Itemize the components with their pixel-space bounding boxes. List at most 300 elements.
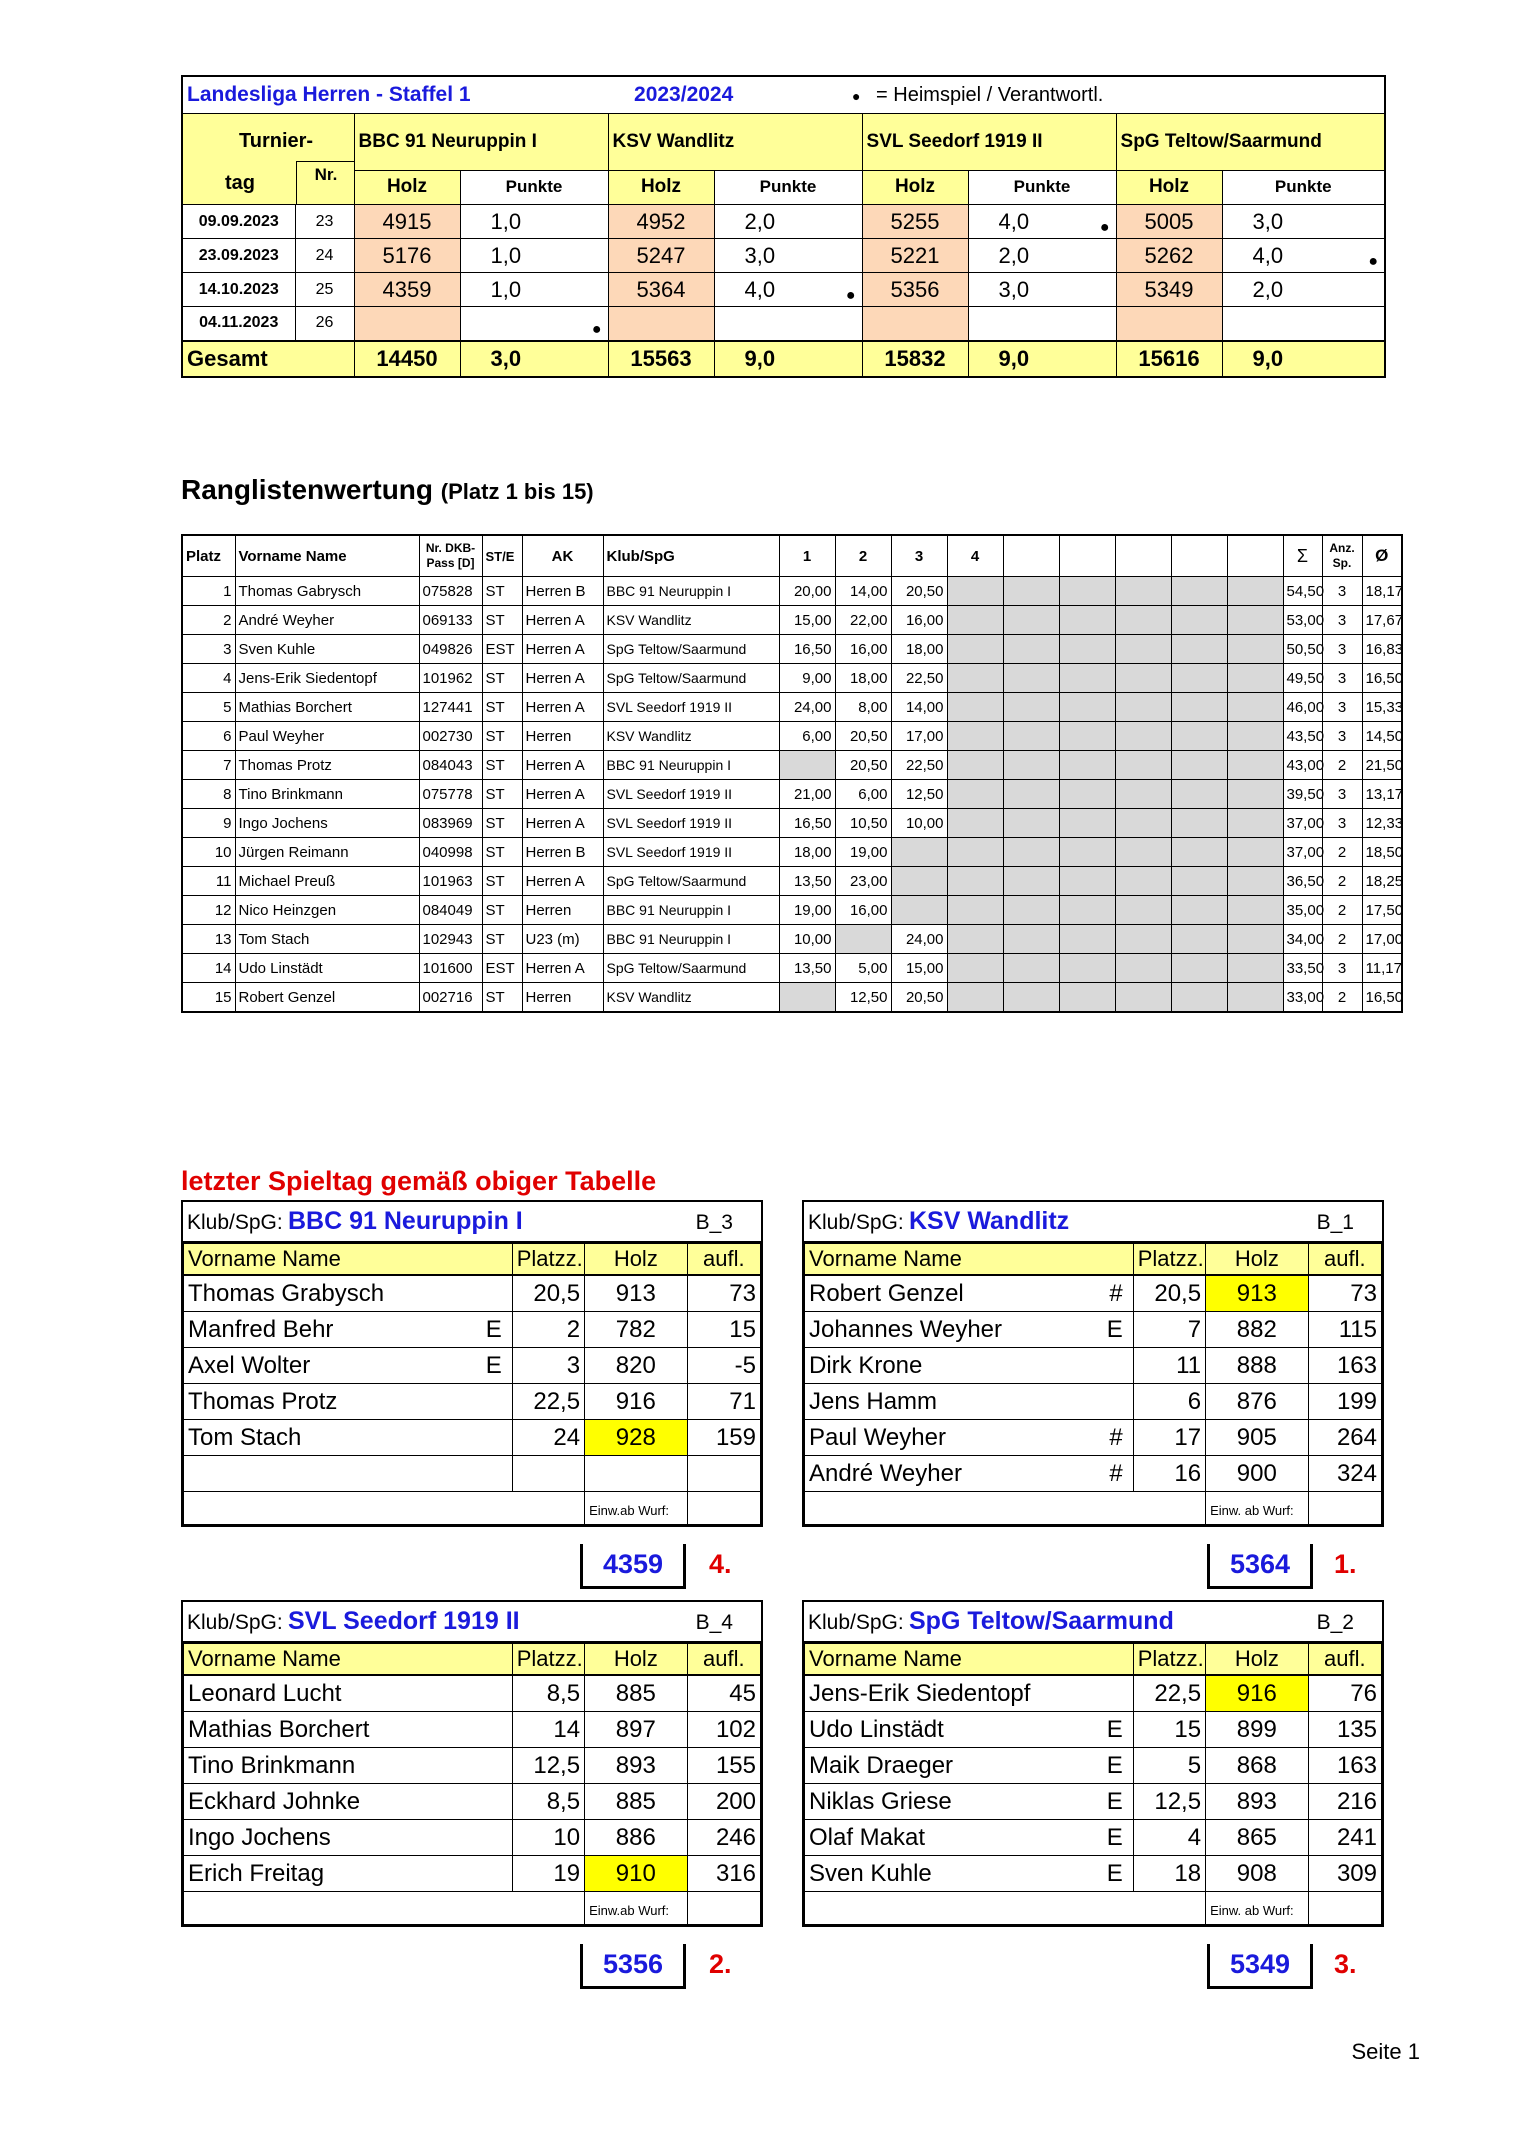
rank-empty [1059, 954, 1115, 983]
punkte-text: 1,0 [490, 208, 522, 234]
holz-value: 4359 [354, 273, 460, 307]
rank-sum: 49,50 [1283, 664, 1322, 693]
punkte-text: 1,0 [490, 242, 522, 268]
rank-pass: 049826 [419, 635, 482, 664]
rank-ste: ST [482, 751, 522, 780]
col-empty [1003, 535, 1059, 577]
rank-anz: 2 [1322, 751, 1362, 780]
einwurf-label: Einw. ab Wurf: [1210, 1903, 1294, 1918]
rank-sum: 43,50 [1283, 722, 1322, 751]
col-klub: Klub/SpG [603, 535, 779, 577]
ranking-row [182, 664, 1402, 693]
player-holz: 928 [585, 1420, 688, 1456]
rank-ste: ST [482, 780, 522, 809]
rank-game-3: 20,50 [891, 577, 947, 606]
rank-ste: EST [482, 954, 522, 983]
punkte-value [714, 239, 862, 273]
footer-empty [805, 1892, 1206, 1925]
rank-ak: Herren [522, 722, 603, 751]
player-flag [1093, 1348, 1133, 1384]
rank-klub: KSV Wandlitz [603, 722, 779, 751]
rank-anz: 3 [1322, 635, 1362, 664]
rank-empty [1059, 925, 1115, 954]
einwurf-label: Einw.ab Wurf: [589, 1903, 670, 1918]
player-aufl: 241 [1308, 1820, 1381, 1856]
rank-ak: Herren [522, 983, 603, 1013]
player-aufl: 102 [687, 1712, 760, 1748]
player-holz [585, 1456, 688, 1492]
matchday-nr: 25 [295, 273, 354, 307]
ranking-title [181, 474, 594, 506]
page-number: Seite 1 [1351, 2039, 1420, 2064]
lineup-header-row [184, 1644, 761, 1676]
player-aufl: 316 [687, 1856, 760, 1892]
player-aufl [687, 1456, 760, 1492]
rank-game-3: 20,50 [891, 983, 947, 1013]
rank-empty [1227, 838, 1283, 867]
holz-value: 5349 [1116, 273, 1222, 307]
rank-empty [1059, 809, 1115, 838]
ranking-row [182, 867, 1402, 896]
rank-empty [1003, 896, 1059, 925]
total-holz-0: 14450 [354, 341, 460, 377]
player-platzz: 12,5 [1133, 1784, 1205, 1820]
rank-platz: 1 [182, 577, 235, 606]
home-game-dot-icon: ● [1368, 253, 1379, 270]
rank-empty [1171, 722, 1227, 751]
punkte-value [460, 205, 608, 239]
player-aufl: 15 [687, 1312, 760, 1348]
player-row [805, 1675, 1382, 1712]
rank-game-1 [779, 983, 835, 1013]
matchday-date: 23.09.2023 [182, 239, 295, 273]
col-avg: Ø [1362, 535, 1402, 577]
rank-name: Paul Weyher [235, 722, 419, 751]
rank-empty [1003, 577, 1059, 606]
einwurf-label-cell [1206, 1892, 1309, 1925]
col-empty [1171, 535, 1227, 577]
player-row [805, 1856, 1382, 1892]
rank-empty [1059, 606, 1115, 635]
rank-name: Tom Stach [235, 925, 419, 954]
rank-ak: Herren A [522, 809, 603, 838]
col-holz-header: Holz [585, 1244, 688, 1276]
col-anz-line2: Sp. [1332, 556, 1352, 570]
einwurf-label-cell [585, 1492, 688, 1525]
player-name: Robert Genzel [805, 1275, 1093, 1312]
player-name: Eckhard Johnke [184, 1784, 472, 1820]
total-holz-2: 15832 [862, 341, 968, 377]
punkte-value [1222, 307, 1385, 341]
lineup-footer-row [805, 1892, 1382, 1925]
player-platzz: 16 [1133, 1456, 1205, 1492]
holz-value: 5262 [1116, 239, 1222, 273]
rank-platz: 5 [182, 693, 235, 722]
footer-empty [687, 1892, 760, 1925]
team-total-holz: 4359 [580, 1544, 686, 1589]
holz-header: Holz [608, 170, 714, 204]
rank-anz: 2 [1322, 896, 1362, 925]
player-holz: 900 [1206, 1456, 1309, 1492]
team-lineup-box [181, 1200, 763, 1527]
player-row [184, 1675, 761, 1712]
rank-klub: SpG Teltow/Saarmund [603, 635, 779, 664]
rank-empty [1115, 983, 1171, 1013]
rank-platz: 7 [182, 751, 235, 780]
rank-empty [1059, 780, 1115, 809]
team-code: B_2 [1316, 1611, 1354, 1634]
player-aufl: 246 [687, 1820, 760, 1856]
player-holz: 888 [1206, 1348, 1309, 1384]
rank-empty [947, 635, 1003, 664]
rank-empty [1115, 722, 1171, 751]
rank-empty [947, 867, 1003, 896]
rank-empty [1003, 722, 1059, 751]
rank-game-3: 22,50 [891, 664, 947, 693]
rank-pass: 102943 [419, 925, 482, 954]
player-name: Udo Linstädt [805, 1712, 1093, 1748]
rank-empty [1115, 693, 1171, 722]
rank-avg: 12,33 [1362, 809, 1402, 838]
rank-game-1: 20,00 [779, 577, 835, 606]
rank-game-2: 23,00 [835, 867, 891, 896]
rank-platz: 14 [182, 954, 235, 983]
holz-value [1116, 307, 1222, 341]
player-holz: 897 [585, 1712, 688, 1748]
player-holz: 893 [1206, 1784, 1309, 1820]
rank-pass: 002730 [419, 722, 482, 751]
team-header-3: SpG Teltow/Saarmund [1116, 114, 1385, 171]
rank-game-1: 18,00 [779, 838, 835, 867]
footer-empty [1308, 1492, 1381, 1525]
rank-empty [1115, 867, 1171, 896]
team-code: B_4 [695, 1611, 733, 1634]
klub-label: Klub/SpG: [187, 1211, 283, 1234]
rank-pass: 083969 [419, 809, 482, 838]
team-total-holz: 5364 [1207, 1544, 1313, 1589]
team-header-2: SVL Seedorf 1919 II [862, 114, 1116, 171]
rank-avg: 18,50 [1362, 838, 1402, 867]
total-holz-3: 15616 [1116, 341, 1222, 377]
league-title: Landesliga Herren - Staffel 1 [187, 83, 471, 106]
punkte-value [968, 273, 1116, 307]
einwurf-label-cell [585, 1892, 688, 1925]
gesamt-label: Gesamt [182, 341, 354, 377]
rank-game-2: 19,00 [835, 838, 891, 867]
lineup-footer-row [184, 1892, 761, 1925]
player-name: Mathias Borchert [184, 1712, 472, 1748]
ranking-row [182, 751, 1402, 780]
rank-avg: 21,50 [1362, 751, 1402, 780]
player-holz: 868 [1206, 1748, 1309, 1784]
punkte-text: 3,0 [998, 276, 1030, 302]
team-placement: 3. [1334, 1949, 1357, 1979]
player-holz: 908 [1206, 1856, 1309, 1892]
home-game-dot-icon: ● [845, 287, 856, 304]
rank-platz: 6 [182, 722, 235, 751]
player-flag [472, 1784, 512, 1820]
rank-klub: SVL Seedorf 1919 II [603, 693, 779, 722]
player-row [805, 1784, 1382, 1820]
rank-sum: 34,00 [1283, 925, 1322, 954]
holz-value: 5364 [608, 273, 714, 307]
team-header-0: BBC 91 Neuruppin I [354, 114, 608, 171]
team-box-header [804, 1602, 1382, 1643]
rank-ak: Herren A [522, 693, 603, 722]
player-name: Erich Freitag [184, 1856, 472, 1892]
rank-empty [1171, 838, 1227, 867]
rank-empty [1003, 780, 1059, 809]
player-holz: 910 [585, 1856, 688, 1892]
player-row [184, 1856, 761, 1892]
player-holz: 905 [1206, 1420, 1309, 1456]
col-game-2: 2 [835, 535, 891, 577]
player-row [805, 1420, 1382, 1456]
player-flag [472, 1675, 512, 1712]
rank-pass: 101600 [419, 954, 482, 983]
klub-label: Klub/SpG: [187, 1611, 283, 1634]
punkte-value [714, 307, 862, 341]
rank-game-2: 14,00 [835, 577, 891, 606]
rank-anz: 3 [1322, 577, 1362, 606]
rank-empty [1059, 751, 1115, 780]
punkte-text: 2,0 [1252, 276, 1284, 302]
punkte-value [1222, 239, 1385, 273]
rank-avg: 15,33 [1362, 693, 1402, 722]
rank-empty [1115, 925, 1171, 954]
rank-anz: 3 [1322, 606, 1362, 635]
player-flag [472, 1820, 512, 1856]
player-row [184, 1784, 761, 1820]
ranking-row [182, 635, 1402, 664]
rank-empty [1227, 896, 1283, 925]
matchday-row [182, 307, 1385, 341]
rank-anz: 3 [1322, 722, 1362, 751]
legend-text: = Heimspiel / Verantwortl. [876, 83, 1104, 106]
rank-empty [947, 983, 1003, 1013]
punkte-value [1222, 273, 1385, 307]
player-platzz: 20,5 [1133, 1275, 1205, 1312]
rank-empty [1227, 983, 1283, 1013]
rank-pass: 084043 [419, 751, 482, 780]
rank-game-1: 19,00 [779, 896, 835, 925]
rank-ste: EST [482, 635, 522, 664]
player-row [184, 1748, 761, 1784]
rank-game-3: 24,00 [891, 925, 947, 954]
player-flag: E [1093, 1748, 1133, 1784]
player-flag: # [1093, 1420, 1133, 1456]
rank-name: Michael Preuß [235, 867, 419, 896]
home-game-dot-icon: ● [591, 320, 602, 338]
team-header-1: KSV Wandlitz [608, 114, 862, 171]
footer-empty [1308, 1892, 1381, 1925]
player-name: Sven Kuhle [805, 1856, 1093, 1892]
rank-pass: 075778 [419, 780, 482, 809]
rank-game-3: 15,00 [891, 954, 947, 983]
rank-game-1: 16,50 [779, 809, 835, 838]
player-name: Paul Weyher [805, 1420, 1093, 1456]
rank-ak: U23 (m) [522, 925, 603, 954]
rank-game-3: 12,50 [891, 780, 947, 809]
lineup-footer-row [805, 1492, 1382, 1525]
rank-platz: 9 [182, 809, 235, 838]
punkte-text: 2,0 [998, 242, 1030, 268]
rank-empty [947, 693, 1003, 722]
rank-empty [1115, 664, 1171, 693]
rank-empty [1003, 606, 1059, 635]
player-platzz: 7 [1133, 1312, 1205, 1348]
rank-sum: 35,00 [1283, 896, 1322, 925]
lineup-header-row [805, 1644, 1382, 1676]
col-name-header: Vorname Name [805, 1244, 1134, 1276]
rank-avg: 11,17 [1362, 954, 1402, 983]
player-flag [472, 1420, 512, 1456]
holz-value: 5356 [862, 273, 968, 307]
rank-empty [1059, 722, 1115, 751]
turniertag-label: Turnier- [239, 130, 314, 152]
rank-platz: 4 [182, 664, 235, 693]
player-flag: E [1093, 1856, 1133, 1892]
rank-klub: BBC 91 Neuruppin I [603, 577, 779, 606]
rank-platz: 15 [182, 983, 235, 1013]
rank-empty [1115, 809, 1171, 838]
team-placement: 2. [709, 1949, 732, 1979]
player-holz: 899 [1206, 1712, 1309, 1748]
player-flag: E [1093, 1712, 1133, 1748]
player-flag: E [472, 1312, 512, 1348]
punkte-value [460, 239, 608, 273]
rank-empty [1003, 635, 1059, 664]
matchday-row [182, 205, 1385, 239]
rank-empty [1171, 780, 1227, 809]
holz-value: 5255 [862, 205, 968, 239]
team-name: SVL Seedorf 1919 II [288, 1607, 520, 1635]
player-holz: 885 [585, 1675, 688, 1712]
team-box-header [183, 1202, 761, 1243]
rank-ak: Herren A [522, 780, 603, 809]
rank-platz: 2 [182, 606, 235, 635]
player-name [184, 1456, 472, 1492]
rank-game-3: 18,00 [891, 635, 947, 664]
player-flag: E [1093, 1312, 1133, 1348]
player-row [184, 1456, 761, 1492]
punkte-header: Punkte [460, 170, 608, 204]
player-aufl: 163 [1308, 1348, 1381, 1384]
footer-empty [184, 1892, 585, 1925]
player-platzz: 22,5 [1133, 1675, 1205, 1712]
rank-sum: 37,00 [1283, 809, 1322, 838]
player-flag: # [1093, 1456, 1133, 1492]
ranking-row [182, 780, 1402, 809]
player-flag [1093, 1384, 1133, 1420]
rank-empty [1003, 925, 1059, 954]
col-platz-header: Platzz. [1133, 1644, 1205, 1676]
season-standings-table [181, 75, 1386, 378]
player-platzz: 12,5 [512, 1748, 584, 1784]
player-name: Ingo Jochens [184, 1820, 472, 1856]
player-row [184, 1712, 761, 1748]
rank-empty [1171, 751, 1227, 780]
rank-empty [947, 809, 1003, 838]
rank-empty [1003, 983, 1059, 1013]
rank-empty [1059, 693, 1115, 722]
rank-pass: 101962 [419, 664, 482, 693]
rank-name: Nico Heinzgen [235, 896, 419, 925]
rank-platz: 12 [182, 896, 235, 925]
team-box-header [183, 1602, 761, 1643]
player-row [184, 1420, 761, 1456]
rank-empty [1059, 635, 1115, 664]
player-row [184, 1384, 761, 1420]
player-flag [472, 1275, 512, 1312]
col-name: Vorname Name [235, 535, 419, 577]
player-flag: E [1093, 1784, 1133, 1820]
matchday-nr: 26 [295, 307, 354, 341]
rank-empty [1115, 606, 1171, 635]
col-pass [419, 535, 482, 577]
player-holz: 876 [1206, 1384, 1309, 1420]
rank-ste: ST [482, 722, 522, 751]
player-flag [472, 1748, 512, 1784]
player-aufl: 73 [1308, 1275, 1381, 1312]
rank-empty [947, 780, 1003, 809]
rank-game-2: 8,00 [835, 693, 891, 722]
rank-name: Jens-Erik Siedentopf [235, 664, 419, 693]
footer-empty [687, 1492, 760, 1525]
rank-empty [1227, 577, 1283, 606]
rank-empty [1003, 838, 1059, 867]
rank-sum: 39,50 [1283, 780, 1322, 809]
matchday-row [182, 273, 1385, 307]
holz-value: 5247 [608, 239, 714, 273]
holz-header: Holz [354, 170, 460, 204]
player-aufl: 309 [1308, 1856, 1381, 1892]
rank-game-1: 10,00 [779, 925, 835, 954]
rank-name: Udo Linstädt [235, 954, 419, 983]
player-aufl: 45 [687, 1675, 760, 1712]
player-name: Dirk Krone [805, 1348, 1093, 1384]
rank-ak: Herren A [522, 954, 603, 983]
player-platzz: 11 [1133, 1348, 1205, 1384]
player-row [805, 1312, 1382, 1348]
col-aufl-header: aufl. [687, 1244, 760, 1276]
matchday-nr: 24 [295, 239, 354, 273]
punkte-value [460, 273, 608, 307]
player-row [805, 1748, 1382, 1784]
player-name: André Weyher [805, 1456, 1093, 1492]
rank-empty [1171, 693, 1227, 722]
punkte-value [968, 307, 1116, 341]
rank-name: André Weyher [235, 606, 419, 635]
player-name: Tom Stach [184, 1420, 472, 1456]
team-name: KSV Wandlitz [909, 1207, 1070, 1235]
team-total-holz: 5356 [580, 1944, 686, 1989]
player-holz: 820 [585, 1348, 688, 1384]
punkte-value [714, 273, 862, 307]
einwurf-label: Einw. ab Wurf: [1210, 1503, 1294, 1518]
lineup-table [804, 1643, 1382, 1925]
col-pass-line1: Nr. DKB- [425, 541, 476, 555]
ranking-row [182, 983, 1402, 1013]
rank-name: Ingo Jochens [235, 809, 419, 838]
player-row [805, 1275, 1382, 1312]
holz-value [862, 307, 968, 341]
team-code: B_1 [1316, 1211, 1354, 1234]
team-box-header [804, 1202, 1382, 1243]
col-game-4: 4 [947, 535, 1003, 577]
rank-klub: BBC 91 Neuruppin I [603, 751, 779, 780]
klub-label: Klub/SpG: [808, 1211, 904, 1234]
